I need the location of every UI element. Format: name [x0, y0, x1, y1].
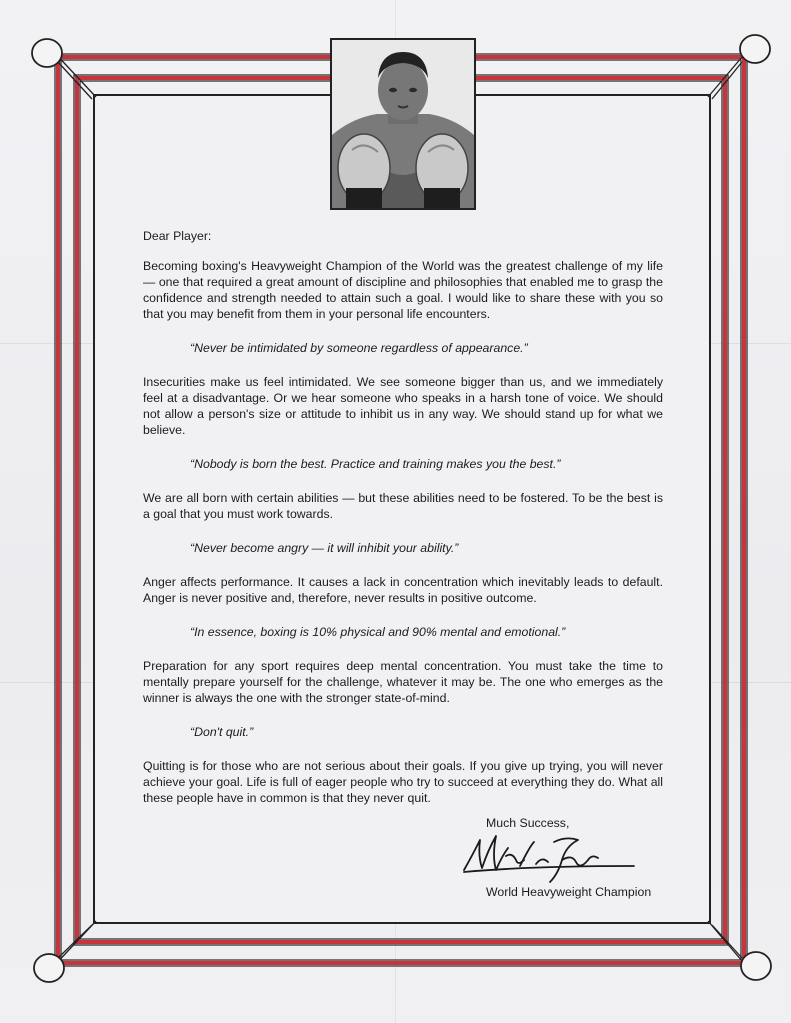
intro-paragraph: Becoming boxing's Heavyweight Champion of the World was the greatest challenge of my life — one that required a great amount of discipline and philosophies that enabled me to grasp the confidence and strength needed to attain such a goal. I would like to share these with you so that you may benefit from them in your personal life encounters.	[143, 259, 663, 321]
quote-1: “Never be intimidated by someone regardless of appearance.”	[190, 341, 528, 355]
closing: Much Success,	[486, 816, 570, 830]
paragraph-1: Insecurities make us feel intimidated. We see someone bigger than us, and we immediately feel at a disadvantage. Or we hear someone who speaks in a harsh tone of voice. We should not allow a person's size or attitude to inhibit us in any way. We should stand up for what we believe.	[143, 375, 663, 437]
paragraph-4: Preparation for any sport requires deep mental concentration. You must take the time to mentally prepare yourself for the challenge, whatever it may be. The one who emerges as the winner is always the one with the stronger state-of-mind.	[143, 659, 663, 705]
quote-5: “Don't quit.”	[190, 725, 254, 739]
letter-body	[143, 228, 663, 806]
paragraph-2: We are all born with certain abilities — but these abilities need to be fostered. To be the best is a goal that you must work towards.	[143, 491, 663, 521]
signature-title: World Heavyweight Champion	[486, 885, 652, 899]
paragraph-5: Quitting is for those who are not serious about their goals. If you give up trying, you will never achieve your goal. Life is full of eager people who try to succeed at everything they do. What all these people have in common is that they never quit.	[143, 759, 663, 805]
boxer-portrait-illustration	[332, 40, 474, 208]
quote-3: “Never become angry — it will inhibit your ability.”	[190, 541, 459, 555]
boxer-portrait-photo	[330, 38, 476, 210]
corner-post-top-left	[32, 39, 62, 67]
paragraph-3: Anger affects performance. It causes a lack in concentration which inevitably leads to default. Anger is never positive and, therefore, never results in positive outcome.	[143, 575, 663, 605]
corner-post-bottom-left	[34, 954, 64, 982]
corner-post-bottom-right	[741, 952, 771, 980]
quote-4: “In essence, boxing is 10% physical and 90% mental and emotional.”	[190, 625, 566, 639]
handwritten-signature	[458, 826, 638, 888]
quote-2: “Nobody is born the best. Practice and training makes you the best.”	[190, 457, 561, 471]
salutation: Dear Player:	[143, 229, 212, 243]
corner-post-top-right	[740, 35, 770, 63]
